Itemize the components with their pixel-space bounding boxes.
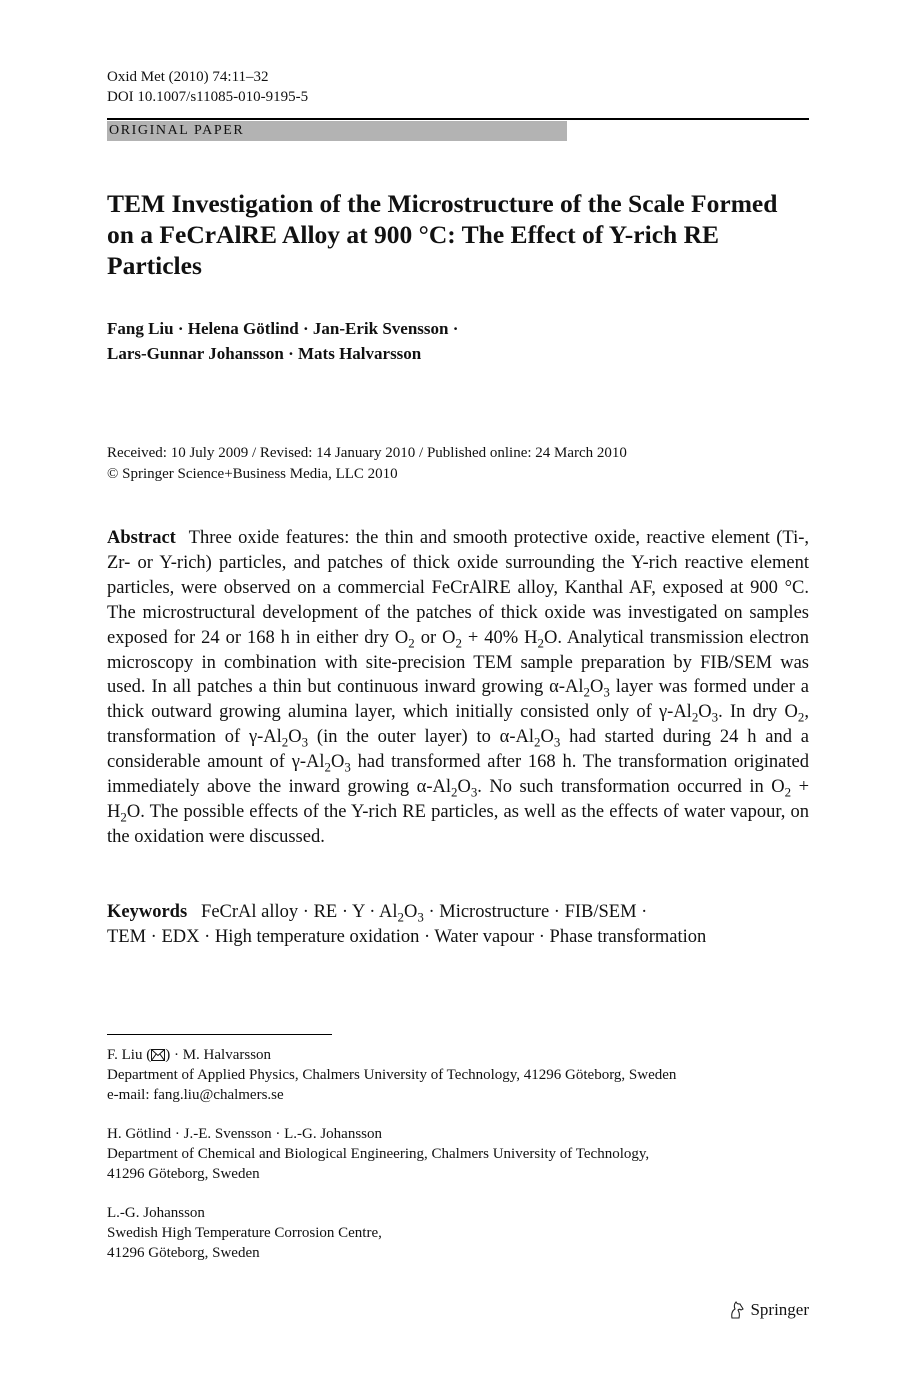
authors-line-2: Lars-Gunnar Johansson · Mats Halvarsson bbox=[107, 344, 422, 363]
affiliation-names: H. Götlind · J.-E. Svensson · L.-G. Johansson bbox=[107, 1126, 382, 1142]
affiliation-names: L.-G. Johansson bbox=[107, 1205, 205, 1221]
publisher-name: Springer bbox=[750, 1300, 809, 1319]
footnote-rule bbox=[107, 1034, 332, 1035]
affiliation-names: F. Liu ( ) · M. Halvarsson bbox=[107, 1047, 272, 1063]
dates: Received: 10 July 2009 / Revised: 14 January 2010 / Published online: 24 March 2010 bbox=[107, 445, 627, 461]
paper-page bbox=[107, 0, 809, 1388]
affiliation-city: 41296 Göteborg, Sweden bbox=[107, 1245, 260, 1261]
springer-horse-icon bbox=[729, 1301, 745, 1319]
copyright: © Springer Science+Business Media, LLC 2010 bbox=[107, 466, 398, 482]
citation: Oxid Met (2010) 74:11–32 bbox=[107, 69, 269, 85]
affiliation-dept: Swedish High Temperature Corrosion Centre, bbox=[107, 1225, 382, 1241]
doi: DOI 10.1007/s11085-010-9195-5 bbox=[107, 89, 309, 105]
top-rule bbox=[107, 118, 809, 120]
paper-title: TEM Investigation of the Microstructure of the Scale Formed on a FeCrAlRE Alloy at 900 °C: The Effect of Y-rich RE Particles bbox=[107, 189, 778, 280]
affiliation-2 bbox=[107, 1124, 649, 1184]
keywords: Keywords FeCrAl alloy · RE · $Y \cdot Al_2O_3$ · Microstructure · FIB/SEM · TEM · EDX · High temperature oxidation · Water vapour · Phase transformation bbox=[107, 902, 707, 947]
abstract-label: Abstract bbox=[107, 528, 176, 548]
envelope-icon bbox=[151, 1049, 165, 1061]
keywords-line-2: TEM · EDX · High temperature oxidation · Water vapour · Phase transformation bbox=[107, 927, 707, 947]
affiliation-dept: Department of Applied Physics, Chalmers University of Technology, 41296 Göteborg, Sweden bbox=[107, 1067, 677, 1083]
keywords-label: Keywords bbox=[107, 902, 188, 922]
affiliation-3 bbox=[107, 1203, 382, 1263]
author-email[interactable]: e-mail: fang.liu@chalmers.se bbox=[107, 1087, 284, 1103]
section-label: ORIGINAL PAPER bbox=[107, 121, 567, 141]
authors bbox=[107, 316, 458, 366]
affiliation-city: 41296 Göteborg, Sweden bbox=[107, 1166, 260, 1182]
journal-info bbox=[107, 67, 308, 107]
affiliation-dept: Department of Chemical and Biological Engineering, Chalmers University of Technology, bbox=[107, 1146, 650, 1162]
publication-history bbox=[107, 443, 627, 485]
authors-line-1: Fang Liu · Helena Götlind · Jan-Erik Svensson · bbox=[107, 319, 459, 338]
abstract: Abstract Three oxide features: the thin and smooth protective oxide, reactive element (Ti-, Zr- or Y-rich) particles, and patches of thick oxide surrounding the Y-rich reactive element particles, were observed on a commercial FeCrAlRE alloy, Kanthal AF, exposed at 900 °C. The microstructural development of the patches of thick oxide was investigated on samples exposed for 24 or 168 h in either dry $O_2$ or $O_2 + 40\%$ $H_2O$. Analytical transmission electron microscopy in combination with site-precision TEM sample preparation by FIB/SEM was used. In all patches a thin but continuous inward growing $\alpha-Al_2O_3$ layer was formed under a thick outward growing alumina layer, which initially consisted only of $\gamma-Al_2O_3$. In dry $O_2$, transformation of $\gamma-Al_2O_3$ (in the outer layer) to $\alpha-Al_2O_3$ had started during 24 h and a considerable amount of $\gamma-Al_2O_3$ had transformed after 168 h. The transformation originated immediately above the inward growing $\alpha-Al_2O_3$. No such transformation occurred in $O_2 + H_2O$. The possible effects of the Y-rich RE particles, as well as the effects of water vapour, on the oxidation were discussed. bbox=[107, 528, 809, 847]
publisher-logo bbox=[729, 1300, 809, 1320]
affiliation-1 bbox=[107, 1045, 676, 1105]
